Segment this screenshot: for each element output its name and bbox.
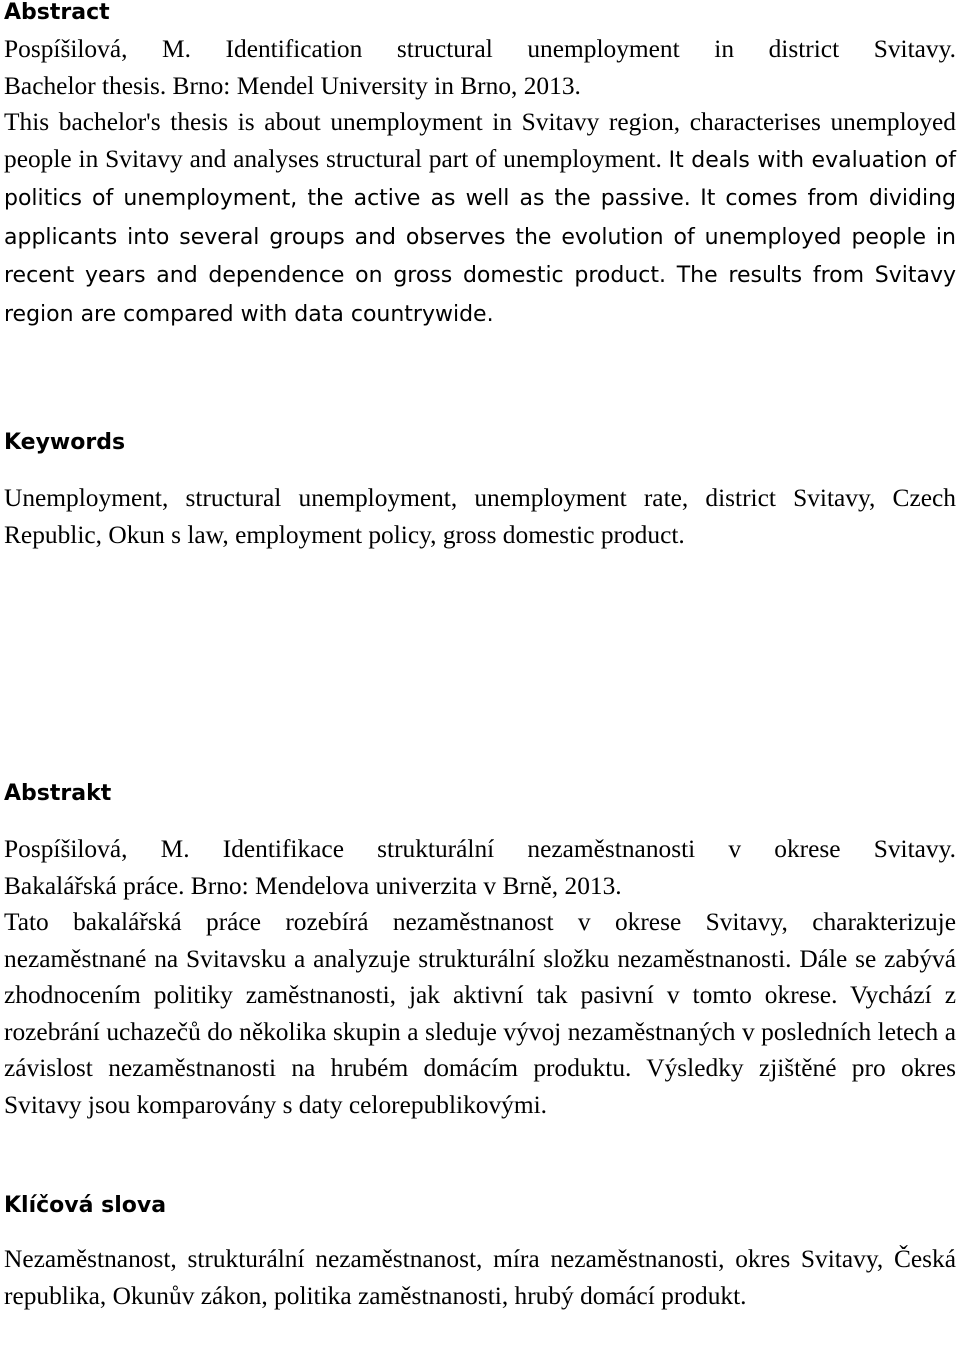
abstract-en-body: [4, 104, 956, 333]
keywords-en-section: [4, 430, 956, 553]
abstract-cz-section: [4, 781, 956, 1123]
abstract-en-body-part1: This bachelor's thesis is about unemployment in Svitavy region, characterises unemployed people in Svitavy and analyses structural part of unemployment.: [4, 108, 956, 173]
abstract-cz-citation-line1: Pospíšilová, M. Identifikace strukturální nezaměstnanosti v okrese Svitavy.: [4, 835, 956, 863]
keywords-cz-text: Nezaměstnanost, strukturální nezaměstnanost, míra nezaměstnanosti, okres Svitavy, Česká republika, Okunův zákon, politika zaměstnanosti, hrubý domácí produkt.: [4, 1245, 956, 1310]
abstract-cz-heading: Abstrakt: [4, 781, 112, 806]
keywords-cz-heading: Klíčová slova: [4, 1193, 167, 1218]
abstract-en-body-part3: It comes from dividing applicants into several groups and observes the evolution of unemployed people in recent years and dependence on gross domestic product. The results from Svitavy region are compared with data countrywide.: [4, 186, 957, 327]
keywords-en-text: Unemployment, structural unemployment, unemployment rate, district Svitavy, Czech Republic, Okun s law, employment policy, gross domestic product.: [4, 484, 956, 549]
keywords-en-heading: Keywords: [4, 430, 126, 455]
abstract-en-citation-line1: Pospíšilová, M. Identification structural unemployment in district Svitavy.: [4, 35, 956, 63]
abstract-en-section: [4, 0, 956, 333]
abstract-en-body-part2: It deals with evaluation of politics of unemployment, the active as well as the passive.: [4, 147, 956, 211]
abstract-en-heading: Abstract: [4, 0, 110, 25]
abstract-cz-body: Tato bakalářská práce rozebírá nezaměstnanost v okrese Svitavy, charakterizuje nezaměstnané na Svitavsku a analyzuje strukturální složku nezaměstnanosti. Dále se zabývá zhodnocením politiky zaměstnanosti, jak aktivní tak pasivní v tomto okrese. Vychází z rozebrání uchazečů do několika skupin a sleduje vývoj nezaměstnaných v posledních letech a závislost nezaměstnanosti na hrubém domácím produktu. Výsledky zjištěné pro okres Svitavy jsou komparovány s daty celorepublikovými.: [4, 908, 956, 1119]
abstract-en-citation-line2: Bachelor thesis. Brno: Mendel University in Brno, 2013.: [4, 71, 581, 100]
keywords-cz-section: [4, 1193, 956, 1314]
abstract-cz-citation-line2: Bakalářská práce. Brno: Mendelova univerzita v Brně, 2013.: [4, 871, 622, 900]
